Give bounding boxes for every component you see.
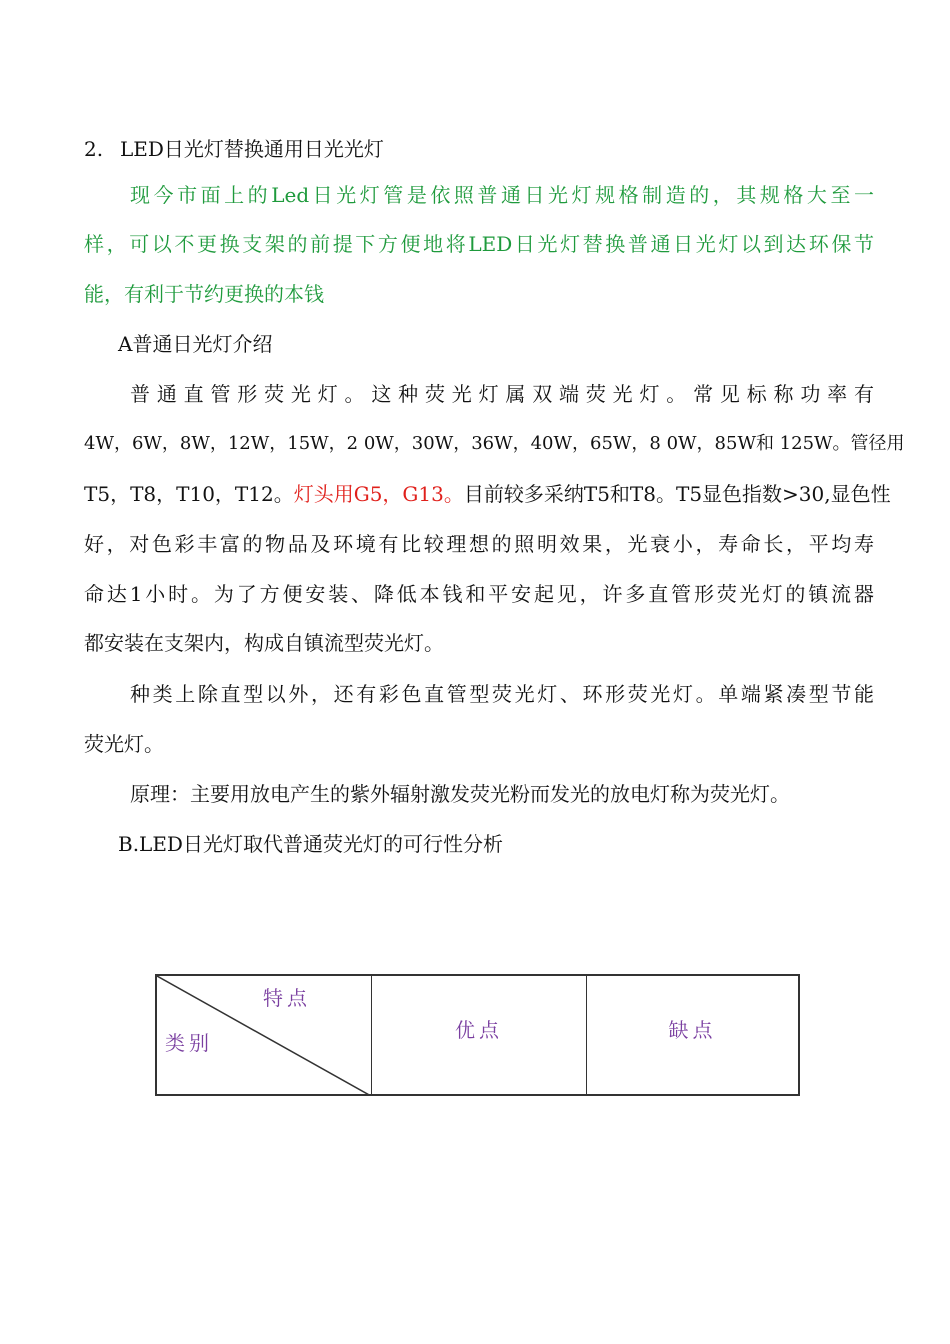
lamp-base-highlight: 灯头用G5，G13。	[293, 482, 464, 506]
intro-line-2: 样，可以不更换支架的前提下方便地将LED日光灯替换普通日光灯以到达环保节	[84, 232, 874, 256]
part-a-principle: 原理：主要用放电产生的紫外辐射激发荧光粉而发光的放电灯称为荧光灯。	[130, 782, 790, 806]
color-index-text: 目前较多采纳T5和T8。T5显色指数>30,显色性	[463, 482, 891, 506]
diagonal-header-cell	[156, 975, 372, 1095]
comparison-table	[155, 974, 800, 1096]
section-number: 2.	[84, 137, 104, 161]
table-header-row	[156, 975, 799, 1095]
part-a-p1-line-5: 命达1小时。为了方便安装、降低本钱和平安起见，许多直管形荧光灯的镇流器	[84, 582, 874, 606]
part-a-p1-line-6: 都安装在支架内，构成自镇流型荧光灯。	[84, 631, 444, 655]
part-a-p2-line-1: 种类上除直型以外，还有彩色直管型荧光灯、环形荧光灯。单端紧凑型节能	[130, 682, 874, 706]
part-a-p1-line-1: 普通直管形荧光灯。这种荧光灯属双端荧光灯。常见标称功率有	[130, 382, 874, 406]
part-a-p1-line-3	[84, 481, 891, 507]
part-a-p1-line-2: 4W，6W，8W，12W，15W，2 0W，30W，36W，40W，65W，8 0W，85W和 125W。管径用	[84, 433, 905, 454]
section-title: LED日光灯替换通用日光光灯	[120, 137, 384, 161]
col-disadvantages: 缺点	[587, 975, 800, 1095]
col-advantages: 优点	[372, 975, 587, 1095]
part-a-p2-line-2: 荧光灯。	[84, 732, 164, 756]
part-a-p1-line-4: 好，对色彩丰富的物品及环境有比较理想的照明效果，光衰小，寿命长，平均寿	[84, 532, 874, 556]
intro-line-3: 能，有利于节约更换的本钱	[84, 282, 324, 306]
part-a-heading: A普通日光灯介绍	[118, 332, 273, 356]
diag-label-features: 特点	[263, 986, 311, 1010]
part-b-heading: B.LED日光灯取代普通荧光灯的可行性分析	[118, 832, 503, 856]
intro-line-1: 现今市面上的Led日光灯管是依照普通日光灯规格制造的，其规格大至一	[130, 183, 874, 207]
tube-sizes-text: T5，T8，T10，T12。	[84, 482, 294, 506]
section-heading	[84, 136, 874, 162]
diag-label-category: 类别	[165, 1031, 213, 1055]
